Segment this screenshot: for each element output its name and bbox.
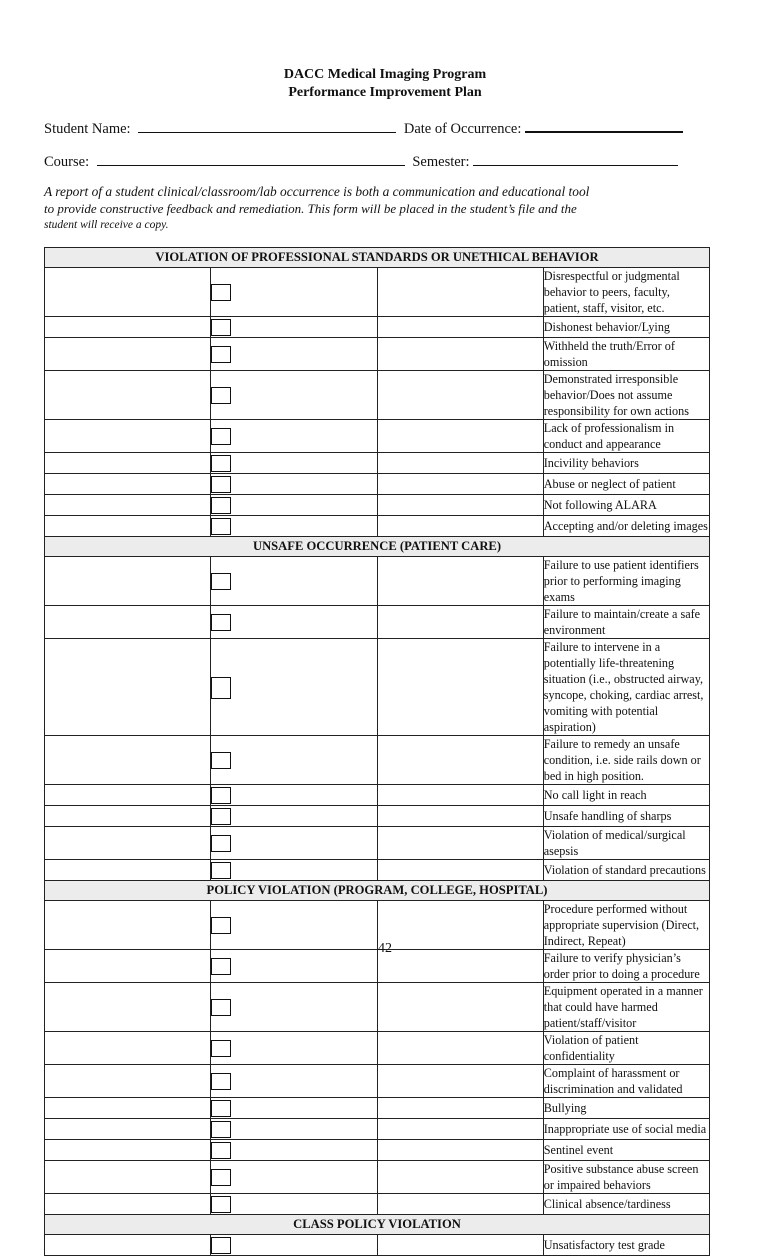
checklist-row — [45, 1140, 710, 1161]
checklist-row — [45, 317, 710, 338]
checklist-item-label: Clinical absence/tardiness — [543, 1194, 709, 1215]
row-spacer-cell — [377, 827, 543, 860]
checklist-row — [45, 785, 710, 806]
intro-line-2: to provide constructive feedback and remediation. This form will be placed in the student’s file and the — [44, 201, 577, 216]
checklist-item-label: Equipment operated in a manner that could have harmed patient/staff/visitor — [543, 983, 709, 1032]
row-spacer-cell — [377, 420, 543, 453]
row-spacer-cell — [377, 453, 543, 474]
row-spacer-cell — [377, 1161, 543, 1194]
checkbox[interactable] — [211, 862, 231, 879]
course-label: Course: — [44, 154, 90, 170]
checkbox-cell — [211, 1235, 377, 1256]
row-spacer-cell — [45, 338, 211, 371]
checkbox-cell — [211, 860, 377, 881]
checkbox-cell — [211, 1032, 377, 1065]
row-spacer-cell — [45, 557, 211, 606]
row-spacer-cell — [377, 1140, 543, 1161]
row-spacer-cell — [45, 806, 211, 827]
row-spacer-cell — [377, 606, 543, 639]
row-spacer-cell — [377, 338, 543, 371]
checkbox-cell — [211, 557, 377, 606]
row-spacer-cell — [377, 557, 543, 606]
checklist-item-label: Incivility behaviors — [543, 453, 709, 474]
row-spacer-cell — [45, 1065, 211, 1098]
checkbox[interactable] — [211, 319, 231, 336]
checkbox-cell — [211, 371, 377, 420]
checkbox-cell — [211, 1065, 377, 1098]
section-header-row — [45, 248, 710, 268]
checklist-item-label: Unsatisfactory test grade — [543, 1235, 709, 1256]
row-spacer-cell — [45, 639, 211, 736]
section-title: CLASS POLICY VIOLATION — [45, 1215, 710, 1235]
checklist-table — [44, 247, 710, 1256]
checklist-row — [45, 639, 710, 736]
checkbox-cell — [211, 453, 377, 474]
row-spacer-cell — [377, 1194, 543, 1215]
checklist-row — [45, 827, 710, 860]
checklist-item-label: Not following ALARA — [543, 495, 709, 516]
row-spacer-cell — [45, 1119, 211, 1140]
checkbox-cell — [211, 606, 377, 639]
student-name-row — [44, 117, 683, 138]
student-name-label: Student Name: — [44, 121, 131, 137]
checkbox[interactable] — [211, 1040, 231, 1057]
row-spacer-cell — [377, 268, 543, 317]
row-spacer-cell — [45, 983, 211, 1032]
row-spacer-cell — [377, 1119, 543, 1140]
checklist-item-label: Positive substance abuse screen or impaired behaviors — [543, 1161, 709, 1194]
checklist-row — [45, 420, 710, 453]
checklist-row — [45, 1065, 710, 1098]
row-spacer-cell — [45, 1161, 211, 1194]
checklist-row — [45, 516, 710, 537]
form-subtitle: Performance Improvement Plan — [288, 85, 482, 100]
checkbox[interactable] — [211, 958, 231, 975]
checklist-item-label: Unsafe handling of sharps — [543, 806, 709, 827]
checklist-item-label: Abuse or neglect of patient — [543, 474, 709, 495]
row-spacer-cell — [377, 1098, 543, 1119]
row-spacer-cell — [45, 785, 211, 806]
checkbox[interactable] — [211, 1196, 231, 1213]
student-name-field[interactable] — [138, 118, 396, 133]
checklist-row — [45, 983, 710, 1032]
checklist-row — [45, 268, 710, 317]
checklist-item-label: Procedure performed without appropriate supervision (Direct, Indirect, Repeat) — [543, 901, 709, 950]
checkbox[interactable] — [211, 455, 231, 472]
checkbox-cell — [211, 1194, 377, 1215]
checkbox[interactable] — [211, 518, 231, 535]
row-spacer-cell — [45, 1140, 211, 1161]
checklist-row — [45, 1161, 710, 1194]
checkbox-cell — [211, 516, 377, 537]
row-spacer-cell — [45, 827, 211, 860]
checkbox-cell — [211, 1119, 377, 1140]
page-number: 42 — [378, 941, 392, 956]
checkbox-cell — [211, 420, 377, 453]
row-spacer-cell — [377, 1032, 543, 1065]
checklist-row — [45, 1235, 710, 1256]
section-title: VIOLATION OF PROFESSIONAL STANDARDS OR UNETHICAL BEHAVIOR — [45, 248, 710, 268]
checkbox-cell — [211, 806, 377, 827]
checklist-item-label: Withheld the truth/Error of omission — [543, 338, 709, 371]
checklist-row — [45, 371, 710, 420]
row-spacer-cell — [377, 983, 543, 1032]
checkbox-cell — [211, 1140, 377, 1161]
checklist-item-label: Failure to verify physician’s order prior to doing a procedure — [543, 950, 709, 983]
row-spacer-cell — [45, 860, 211, 881]
row-spacer-cell — [377, 806, 543, 827]
checkbox[interactable] — [211, 677, 231, 699]
row-spacer-cell — [377, 495, 543, 516]
checklist-row — [45, 495, 710, 516]
checkbox[interactable] — [211, 573, 231, 590]
checkbox-cell — [211, 268, 377, 317]
form-header — [0, 66, 770, 102]
checkbox-cell — [211, 736, 377, 785]
row-spacer-cell — [45, 1194, 211, 1215]
checkbox[interactable] — [211, 387, 231, 404]
intro-line-3: student will receive a copy. — [44, 219, 169, 231]
checkbox-cell — [211, 639, 377, 736]
row-spacer-cell — [45, 420, 211, 453]
checkbox[interactable] — [211, 1121, 231, 1138]
course-row — [44, 151, 678, 171]
row-spacer-cell — [377, 371, 543, 420]
row-spacer-cell — [377, 317, 543, 338]
row-spacer-cell — [45, 1032, 211, 1065]
checklist-row — [45, 1119, 710, 1140]
row-spacer-cell — [377, 1065, 543, 1098]
checklist-item-label: Violation of medical/surgical asepsis — [543, 827, 709, 860]
section-title: POLICY VIOLATION (PROGRAM, COLLEGE, HOSPITAL) — [45, 881, 710, 901]
checkbox[interactable] — [211, 284, 231, 301]
section-header-row — [45, 1215, 710, 1235]
form-title: DACC Medical Imaging Program — [283, 67, 487, 82]
row-spacer-cell — [45, 317, 211, 338]
row-spacer-cell — [45, 371, 211, 420]
checklist-item-label: Violation of patient confidentiality — [543, 1032, 709, 1065]
checklist-item-label: Failure to maintain/create a safe environment — [543, 606, 709, 639]
row-spacer-cell — [377, 860, 543, 881]
intro-line-1: A report of a student clinical/classroom/lab occurrence is both a communication and educational tool — [44, 184, 590, 199]
checkbox[interactable] — [211, 787, 231, 804]
semester-label: Semester: — [412, 154, 470, 170]
checklist-item-label: Failure to remedy an unsafe condition, i.e. side rails down or bed in high position. — [543, 736, 709, 785]
row-spacer-cell — [377, 639, 543, 736]
checklist-row — [45, 474, 710, 495]
checklist-item-label: Dishonest behavior/Lying — [543, 317, 709, 338]
checkbox[interactable] — [211, 917, 231, 934]
intro-paragraph — [44, 183, 684, 234]
checkbox-cell — [211, 338, 377, 371]
checkbox[interactable] — [211, 1100, 231, 1117]
row-spacer-cell — [45, 268, 211, 317]
checkbox[interactable] — [211, 1142, 231, 1159]
row-spacer-cell — [45, 736, 211, 785]
row-spacer-cell — [377, 516, 543, 537]
checklist-item-label: Inappropriate use of social media — [543, 1119, 709, 1140]
checklist-item-label: Bullying — [543, 1098, 709, 1119]
checklist-row — [45, 453, 710, 474]
checklist-item-label: Failure to intervene in a potentially life-threatening situation (i.e., obstructed airway, syncope, choking, cardiac arrest, vomiting with potential aspiration) — [543, 639, 709, 736]
checklist-item-label: Demonstrated irresponsible behavior/Does not assume responsibility for own actions — [543, 371, 709, 420]
checkbox-cell — [211, 1161, 377, 1194]
row-spacer-cell — [45, 516, 211, 537]
checklist-row — [45, 1194, 710, 1215]
checklist-item-label: Failure to use patient identifiers prior to performing imaging exams — [543, 557, 709, 606]
row-spacer-cell — [377, 736, 543, 785]
date-of-occurrence-field[interactable] — [525, 117, 683, 133]
row-spacer-cell — [45, 474, 211, 495]
checkbox-cell — [211, 495, 377, 516]
checklist-item-label: Lack of professionalism in conduct and appearance — [543, 420, 709, 453]
checklist-row — [45, 1098, 710, 1119]
checklist-row — [45, 606, 710, 639]
checklist-row — [45, 806, 710, 827]
row-spacer-cell — [377, 785, 543, 806]
checklist-row — [45, 557, 710, 606]
checklist-row — [45, 1032, 710, 1065]
course-field[interactable] — [97, 151, 405, 166]
section-header-row — [45, 881, 710, 901]
checkbox[interactable] — [211, 1237, 231, 1254]
row-spacer-cell — [45, 1235, 211, 1256]
checklist-item-label: Sentinel event — [543, 1140, 709, 1161]
row-spacer-cell — [45, 453, 211, 474]
semester-field[interactable] — [473, 151, 678, 166]
checkbox[interactable] — [211, 1073, 231, 1090]
checklist-body — [45, 248, 710, 1256]
row-spacer-cell — [377, 474, 543, 495]
checkbox[interactable] — [211, 808, 231, 825]
checklist-row — [45, 860, 710, 881]
checkbox[interactable] — [211, 999, 231, 1016]
checklist-row — [45, 338, 710, 371]
checklist-item-label: Disrespectful or judgmental behavior to peers, faculty, patient, staff, visitor, etc. — [543, 268, 709, 317]
checkbox-cell — [211, 474, 377, 495]
checklist-item-label: Violation of standard precautions — [543, 860, 709, 881]
checkbox[interactable] — [211, 476, 231, 493]
checklist-item-label: No call light in reach — [543, 785, 709, 806]
checkbox[interactable] — [211, 1169, 231, 1186]
checkbox-cell — [211, 317, 377, 338]
date-of-occurrence-label: Date of Occurrence: — [403, 121, 522, 137]
checkbox[interactable] — [211, 835, 231, 852]
checkbox[interactable] — [211, 346, 231, 363]
checkbox-cell — [211, 1098, 377, 1119]
checkbox[interactable] — [211, 614, 231, 631]
row-spacer-cell — [45, 495, 211, 516]
checkbox-cell — [211, 785, 377, 806]
section-header-row — [45, 537, 710, 557]
checklist-item-label: Accepting and/or deleting images — [543, 516, 709, 537]
checkbox[interactable] — [211, 497, 231, 514]
row-spacer-cell — [45, 1098, 211, 1119]
checkbox[interactable] — [211, 752, 231, 769]
checkbox-cell — [211, 983, 377, 1032]
checklist-item-label: Complaint of harassment or discrimination and validated — [543, 1065, 709, 1098]
checklist-row — [45, 736, 710, 785]
row-spacer-cell — [45, 606, 211, 639]
checkbox-cell — [211, 827, 377, 860]
checkbox[interactable] — [211, 428, 231, 445]
row-spacer-cell — [377, 1235, 543, 1256]
section-title: UNSAFE OCCURRENCE (PATIENT CARE) — [45, 537, 710, 557]
